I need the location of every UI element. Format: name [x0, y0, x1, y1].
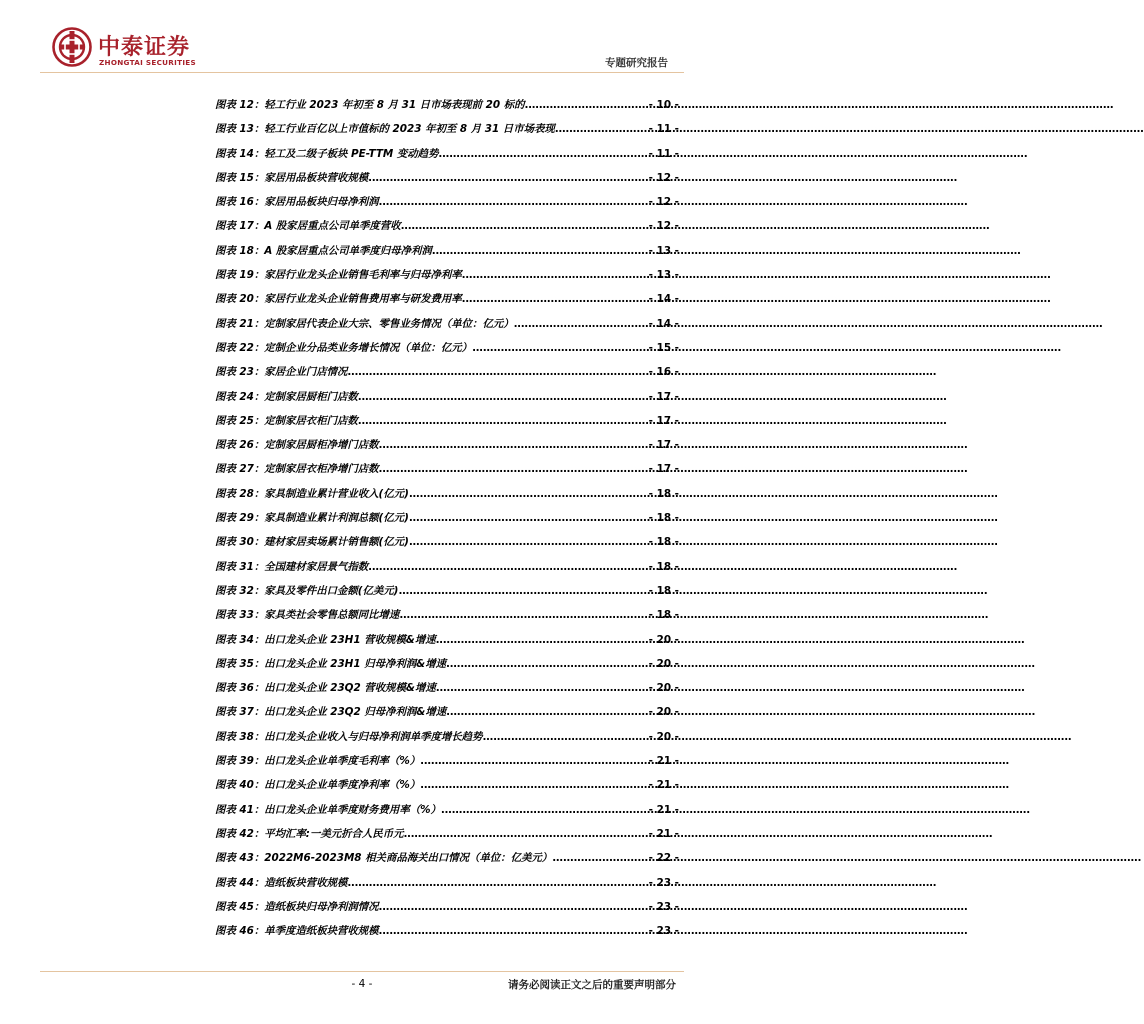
toc-entry-title: 图表 13：轻工行业百亿以上市值标的 2023 年初至 8 月 31 日市场表现 [215, 123, 555, 136]
toc-entry[interactable] [215, 922, 679, 946]
disclaimer-text: 请务必阅读正文之后的重要声明部分 [508, 979, 676, 991]
toc-dot-leader [462, 293, 648, 305]
toc-entry-title: 图表 41：出口龙头企业单季度财务费用率（%） [215, 803, 441, 816]
toc-entry-page: - 12 - [648, 220, 679, 233]
toc-dot-leader [432, 245, 648, 257]
toc-entry[interactable] [215, 120, 679, 144]
toc-entry-page: - 18 - [648, 487, 679, 500]
toc-entry-page: - 10 - [648, 99, 679, 111]
figure-index-list [215, 96, 679, 946]
toc-entry-page: - 11 - [648, 123, 679, 136]
toc-dot-leader [446, 658, 648, 670]
toc-entry-title: 图表 27：定制家居衣柜净增门店数 [215, 463, 379, 476]
footer-divider [40, 971, 684, 972]
toc-dot-leader [358, 415, 648, 427]
toc-dot-leader [409, 488, 648, 500]
toc-entry[interactable] [215, 801, 679, 825]
toc-entry-page: - 14 - [648, 317, 679, 330]
toc-entry-page: - 12 - [648, 171, 679, 184]
toc-entry[interactable] [215, 339, 679, 363]
toc-dot-leader [379, 196, 648, 208]
toc-entry[interactable] [215, 606, 679, 630]
toc-entry-page: - 18 - [648, 560, 679, 573]
toc-entry-page: - 21 - [648, 803, 679, 816]
toc-dot-leader [552, 852, 647, 864]
toc-dot-leader [441, 804, 648, 816]
toc-entry-title: 图表 15：家居用品板块营收规模 [215, 171, 369, 184]
toc-entry-title: 图表 44：造纸板块营收规模 [215, 876, 348, 889]
toc-entry[interactable] [215, 533, 679, 557]
toc-entry-page: - 12 - [648, 196, 679, 209]
toc-entry-page: - 18 - [648, 584, 679, 597]
toc-entry[interactable] [215, 266, 679, 290]
toc-dot-leader [347, 366, 647, 378]
toc-entry-title: 图表 45：造纸板块归母净利润情况 [215, 900, 379, 913]
toc-entry-page: - 11 - [648, 147, 679, 160]
toc-entry-title: 图表 39：出口龙头企业单季度毛利率（%） [215, 755, 421, 768]
toc-entry[interactable] [215, 217, 679, 241]
toc-entry-page: - 13 - [648, 269, 679, 282]
toc-entry-title: 图表 43：2022M6-2023M8 相关商品海关出口情况（单位：亿美元） [215, 852, 553, 865]
toc-dot-leader [403, 828, 647, 840]
toc-entry-title: 图表 29：家具制造业累计利润总额(亿元) [215, 512, 409, 525]
toc-entry-title: 图表 25：定制家居衣柜门店数 [215, 414, 358, 427]
toc-entry[interactable] [215, 169, 679, 193]
toc-entry-page: - 20 - [648, 657, 679, 670]
toc-entry-title: 图表 20：家居行业龙头企业销售费用率与研发费用率 [215, 293, 462, 306]
toc-dot-leader [379, 439, 648, 451]
toc-entry-page: - 23 - [648, 876, 679, 889]
toc-entry-page: - 21 - [648, 779, 679, 792]
toc-entry-title: 图表 14：轻工及二级子板块 PE-TTM 变动趋势 [215, 147, 439, 160]
toc-entry[interactable] [215, 460, 679, 484]
toc-entry[interactable] [215, 752, 679, 776]
toc-entry[interactable] [215, 315, 679, 339]
toc-entry-title: 图表 19：家居行业龙头企业销售毛利率与归母净利率 [215, 269, 462, 282]
toc-entry[interactable] [215, 96, 679, 120]
toc-entry[interactable] [215, 849, 679, 873]
toc-dot-leader [438, 148, 647, 160]
toc-entry-title: 图表 35：出口龙头企业 23H1 归母净利润&增速 [215, 657, 447, 670]
toc-entry[interactable] [215, 242, 679, 266]
toc-entry-title: 图表 18：A 股家居重点公司单季度归母净利润 [215, 244, 432, 257]
toc-entry[interactable] [215, 485, 679, 509]
toc-entry-page: - 18 - [648, 536, 679, 549]
toc-entry-page: - 20 - [648, 682, 679, 695]
toc-entry-title: 图表 32：家具及零件出口金额(亿美元) [215, 584, 399, 597]
toc-dot-leader [379, 463, 648, 475]
toc-entry[interactable] [215, 582, 679, 606]
toc-dot-leader [409, 512, 648, 524]
toc-dot-leader [420, 755, 648, 767]
toc-entry-title: 图表 12：轻工行业 2023 年初至 8 月 31 日市场表现前 20 标的 [215, 99, 525, 111]
toc-entry[interactable] [215, 631, 679, 655]
toc-entry-page: - 17 - [648, 439, 679, 452]
toc-dot-leader [401, 220, 648, 232]
toc-dot-leader [368, 172, 648, 184]
toc-entry[interactable] [215, 776, 679, 800]
toc-dot-leader [436, 634, 648, 646]
toc-dot-leader [409, 536, 648, 548]
toc-entry-title: 图表 42：平均汇率:一美元折合人民币元 [215, 827, 404, 840]
toc-entry[interactable] [215, 193, 679, 217]
toc-entry[interactable] [215, 145, 679, 169]
toc-dot-leader [555, 123, 648, 135]
logo-text-cn: 中泰证券 [98, 35, 191, 60]
header-divider [40, 72, 684, 73]
toc-dot-leader [525, 99, 648, 111]
toc-entry-title: 图表 22：定制企业分品类业务增长情况（单位：亿元） [215, 341, 473, 354]
toc-dot-leader [482, 731, 647, 743]
toc-entry-page: - 20 - [648, 706, 679, 719]
toc-dot-leader [358, 391, 648, 403]
toc-entry-page: - 18 - [648, 512, 679, 525]
toc-entry-page: - 16 - [648, 366, 679, 379]
toc-entry-title: 图表 36：出口龙头企业 23Q2 营收规模&增速 [215, 682, 436, 695]
toc-entry[interactable] [215, 412, 679, 436]
toc-entry[interactable] [215, 898, 679, 922]
page-header [0, 0, 724, 70]
toc-entry[interactable] [215, 679, 679, 703]
toc-entry-title: 图表 24：定制家居厨柜门店数 [215, 390, 358, 403]
toc-entry[interactable] [215, 436, 679, 460]
toc-entry-page: - 17 - [648, 414, 679, 427]
toc-entry[interactable] [215, 874, 679, 898]
toc-entry-title: 图表 28：家具制造业累计营业收入(亿元) [215, 487, 409, 500]
toc-entry[interactable] [215, 509, 679, 533]
toc-entry-title: 图表 33：家具类社会零售总额同比增速 [215, 609, 400, 622]
toc-dot-leader [379, 925, 648, 937]
toc-entry[interactable] [215, 388, 679, 412]
toc-entry[interactable] [215, 728, 679, 752]
toc-dot-leader [514, 318, 648, 330]
toc-entry[interactable] [215, 655, 679, 679]
toc-dot-leader [368, 561, 648, 573]
toc-entry-page: - 15 - [648, 341, 679, 354]
toc-entry-title: 图表 46：单季度造纸板块营收规模 [215, 925, 379, 938]
page-number: - 4 - [351, 978, 373, 990]
toc-dot-leader [420, 779, 648, 791]
toc-entry-title: 图表 16：家居用品板块归母净利润 [215, 196, 379, 209]
toc-entry-title: 图表 37：出口龙头企业 23Q2 归母净利润&增速 [215, 706, 447, 719]
toc-dot-leader [436, 682, 648, 694]
toc-dot-leader [399, 609, 647, 621]
toc-entry[interactable] [215, 363, 679, 387]
toc-dot-leader [379, 901, 648, 913]
toc-entry[interactable] [215, 290, 679, 314]
toc-entry-page: - 17 - [648, 463, 679, 476]
toc-entry-title: 图表 31：全国建材家居景气指数 [215, 560, 369, 573]
zhongtai-logo-icon [52, 27, 92, 67]
toc-entry-page: - 21 - [648, 755, 679, 768]
toc-entry-page: - 17 - [648, 390, 679, 403]
toc-entry-page: - 21 - [648, 827, 679, 840]
toc-entry-title: 图表 30：建材家居卖场累计销售额(亿元) [215, 536, 409, 549]
toc-dot-leader [462, 269, 648, 281]
report-type-label: 专题研究报告 [605, 57, 668, 69]
toc-dot-leader [446, 706, 648, 718]
toc-entry-page: - 23 - [648, 900, 679, 913]
toc-entry[interactable] [215, 703, 679, 727]
toc-entry-page: - 20 - [648, 633, 679, 646]
toc-entry-page: - 14 - [648, 293, 679, 306]
toc-entry-title: 图表 17：A 股家居重点公司单季度营收 [215, 220, 401, 233]
toc-entry-page: - 18 - [648, 609, 679, 622]
toc-entry-title: 图表 21：定制家居代表企业大宗、零售业务情况（单位：亿元） [215, 317, 514, 330]
toc-entry-title: 图表 26：定制家居厨柜净增门店数 [215, 439, 379, 452]
toc-dot-leader [472, 342, 648, 354]
toc-entry-page: - 23 - [648, 925, 679, 938]
toc-entry[interactable] [215, 558, 679, 582]
toc-entry-title: 图表 40：出口龙头企业单季度净利率（%） [215, 779, 421, 792]
toc-entry[interactable] [215, 825, 679, 849]
logo-text-en: ZHONGTAI SECURITIES [99, 58, 196, 67]
toc-entry-page: - 22 - [648, 852, 679, 865]
toc-entry-page: - 13 - [648, 244, 679, 257]
toc-entry-title: 图表 34：出口龙头企业 23H1 营收规模&增速 [215, 633, 436, 646]
toc-dot-leader [347, 877, 647, 889]
toc-entry-page: - 20 - [648, 730, 679, 743]
toc-entry-title: 图表 38：出口龙头企业收入与归母净利润单季度增长趋势 [215, 730, 483, 743]
toc-entry-title: 图表 23：家居企业门店情况 [215, 366, 348, 379]
toc-dot-leader [398, 585, 647, 597]
